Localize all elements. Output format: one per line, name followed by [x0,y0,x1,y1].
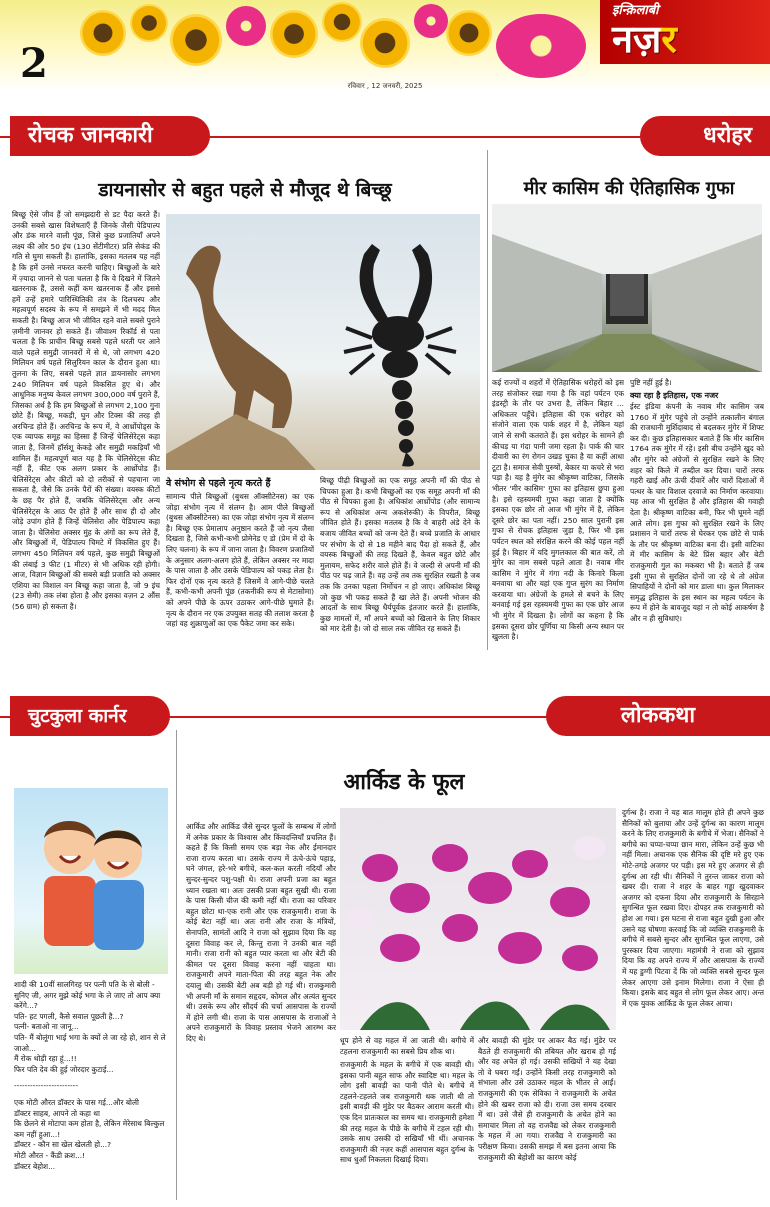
joke-line: पत्नी- बताओ ना जानू... [14,1022,79,1032]
sunflower-icon [322,2,362,42]
cave-illustration [492,204,762,372]
subheading-dance: वे संभोग से पहले नृत्य करते हैं [166,478,271,489]
brand-logo-part-b: र [661,17,677,61]
sunflower-icon [130,4,168,42]
jokes-list [14,980,170,1200]
article-text: सामान्य पीले बिच्छुओं (बुथस ऑक्सीटेनस) का एक जोड़ा संभोग नृत्य में संलग्न है। आम पीले बिच्छुओं (बुथस ऑक्सीटेनस) का एक जोड़ा संभोग नृत्य में संलग्न है। बिच्छू एक प्रेमालाप अनुष्ठान करते हैं जो नृत्य जैसा दिखता है, जिसे कभी-कभी प्रोमेनेड ए डो (प्रेम में दो के लिए चलना) के रूप में जाना जाता है। विवरण प्रजातियों के अनुसार अलग-अलग होते हैं, लेकिन अक्सर नर मादा के पास जाता है और उसके पेडिपाल्प को पकड़ लेता है। फिर दोनों एक नृत्य करते हैं जिसमें वे आगे-पीछे चलते हैं, कभी-कभी अपनी पूंछ (तकनीकी रूप से मेटासोमा) को अपने पीछे के ऊपर उठाकर आगे-पीछे घुमाते हैं। नृत्य के दौरान नर एक उपयुक्त सतह की तलाश करता है जहां वह शुक्राणुओं का एक पैकेट जमा कर सके। [166,492,314,629]
story-text: राजकुमारी के महल के बगीचे में एक बावड़ी थी। इसका पानी बहुत साफ और स्वादिष्ट था। महल के लोग इसी बावड़ी का पानी पीते थे। बगीचे में टहलने-टहलते जब राजकुमारी थक जाती थी तो इसी बावड़ी की मुंडेर पर बैठकर आराम करती थी। एक दिन प्रातःकाल का समय था। राजकुमारी हमेशा की तरह महल के पीछे के बगीचे में टहल रही थी। उसके साथ उसकी दो सखियाँ भी थीं। अचानक राजकुमारी की नज़र कहीं आसपास बहुत दुर्गन्ध के साथ धुआँ निकलता दिखाई दिया। [340,1060,474,1165]
scorpion-dinosaur-illustration [166,214,480,470]
dateline: रविवार , 12 जनवरी, 2025 [347,82,423,90]
pink-flower-icon [496,14,586,78]
brand-logo [612,12,677,64]
orchid-photo [340,808,616,1030]
joke-line: एक मोटी औरत डॉक्टर के पास गई...और बोली [14,1097,139,1107]
article-text: कई राज्यों व शहरों में ऐतिहासिक धरोहरों को इस तरह संजोकर रखा गया है कि वहां पर्यटन एक इंडस्ट्री के तौर पर उभरा है, लेकिन बिहार ... अधिकतर पहुँचे। इतिहास की एक धरोहर को संजोने वाला एक पार्क शहर में है, लेकिन यहां जाने से सभी कतराते हैं। इस धरोहर के सामने ही कीचड़ या गंदा पानी जमा रहता है। पार्क की चार दीवारी का रंग रोगन उखड़ चुका है या कहीं आधा टूटा है। समाज सेवी पुरुषों, बेकार या कचरे से भरा पड़ा है। यह है मुंगेर का श्रीकृष्ण वाटिका, जिसके भीतर 'मीर कासिम' गुफा का इतिहास छुपा हुआ है। इसे रहस्यमयी गुफा कहा जाता है क्योंकि इसका एक छोर तो आज भी मुंगेर में है, लेकिन दूसरे छोर का पता नहीं। 250 साल पुरानी इस गुफा से रोचक इतिहास जुड़ा है, फिर भी इस पर्यटन स्थल को संरक्षित करने की कोई पहल नहीं हुई है। बिहार में यदि मुगलकाल की बात करें, तो मुंगेर का नाम सबसे पहले आता है। नवाब मीर कासिम ने मुंगेर में गंगा नदी के किनारे किला बनवाया था और यहां एक गुप्त सुरंग का निर्माण करवाया था। अंग्रेजों के हमले से बचने के लिए बनवाई गई इस रहस्यमयी गुफा का एक छोर आज भी मुंगेर में दिखता है। लोगों का कहना है कि इसका दूसरा छोर पूर्णिया या किसी अन्य स्थान पर खुलता है। [492,378,624,642]
page-number: 2 [20,40,48,87]
joke-line: सुनिए जी, अगर मुझे कोई भगा के ले जाए तो आप क्या करेंगे...? [14,990,161,1011]
story-text: दुर्गन्ध है। राजा ने यह बात मालूम होते ही अपने कुछ सैनिकों को बुलाया और उन्हें दुर्गन्ध का कारण मालूम करने के लिए राजकुमारी के बगीचे में भेजा। सैनिकों ने बगीचे का चप्पा-चप्पा छान मारा, लेकिन उन्हें कुछ भी नहीं मिला। अचानक एक सैनिक की दृष्टि मरे हुए एक मोटे-तगड़े अजगर पर पड़ी। इस मरे हुए अजगर से ही दुर्गन्ध आ रही थी। सैनिकों ने तुरन्त जाकर राजा को खबर दी। राजा ने शहर के बाहर गड्ढा खुदवाकर अजगर को दफना दिया और राजकुमारी के सिरहाने सुगन्धित फूल रखवा दिए। दोपहर तक राजकुमारी को होश आ गया। इस घटना से राजा बहुत दुखी हुआ और उसने यह घोषणा करवाई कि जो व्यक्ति राजकुमारी के बगीचे में सबसे सुन्दर और सुगन्धित फूल लाएगा, उसे पुरस्कार दिया जाएगा। महामंत्री ने राजा को सुझाव दिया कि वह अपने राज्य में और आसपास के राज्यों में यह डुग्गी पिटवा दें कि जो व्यक्ति सबसे सुन्दर फूल लेकर आएगा उसे इनाम मिलेगा। राजा ने ऐसा ही किया। इसके बाद बहुत से लोग फूल लेकर आए। अन्त में एक युवक आर्किड के फूल लेकर आया। [622,808,764,1008]
section-label-lokkatha: लोककथा [546,696,770,736]
scorpion-shape [344,244,456,466]
pink-flower-icon [414,4,448,38]
story-text: और बावड़ी की मुंडेर पर आकर बैठ गई। मुंडेर पर बैठते ही राजकुमारी की तबियत और खराब हो गई और वह अचेत हो गई। उसकी सखियों ने यह देखा तो वे घबरा गईं। उन्होंने किसी तरह राजकुमारी को संभाला और उसे उठाकर महल के भीतर ले आईं। राजकुमारी की एक सेविका ने राजकुमारी के अचेत होने की खबर राजा को दी। राजा उस समय दरबार में था। उसे जैसे ही राजकुमारी के अचेत होने का समाचार मिला तो वह राजवैद्य को लेकर राजकुमारी के महल में आ गया। राजवैद्य ने राजकुमारी का परीक्षण किया। उसकी समझ में बस इतना आया कि राजकुमारी की बेहोशी का कारण कोई [478,1036,616,1162]
article-text: ईस्ट इंडिया कंपनी के नवाब मीर कासिम जब 1760 में मुंगेर पहुंचे तो उन्होंने तत्कालीन बंगाल की राजधानी मुर्शिदाबाद से बदलकर मुंगेर में शिफ्ट कर दी। कुछ इतिहासकार बताते हैं कि मीर कासिम 1764 तक मुंगेर में रहे। इसी बीच उन्होंने खुद को और मुंगेर को अंग्रेजों से सुरक्षित रखने के लिए शहर को किले में तब्दील कर दिया। चारों तरफ गहरी खाई और ऊंची दीवारें और चारों दिशाओं में पत्थर के चार विशाल दरवाजे का निर्माण करवाया। यह आज भी सुरक्षित है और इतिहास की गवाही देता है। श्रीकृष्ण वाटिका बनी, फिर भी घूमने नहीं आते लोग। इस गुफा को सुरक्षित रखने के लिए प्रशासन ने चारों तरफ से घेरकर एक छोटे से पार्क के तौर पर श्रीकृष्ण वाटिका बना दी। इसी वाटिका में मीर कासिम के बेटे प्रिंस बहार और बेटी राजकुमारी गुल का मकबरा भी है। बताते हैं जब इसी गुफा से सुरक्षित दोनों जा रहे थे तो अंग्रेज सिपाहियों ने दोनों को मार डाला था। कुल मिलाकर समृद्ध इतिहास के इस स्थान का महत्व पर्यटन के रूप में होने के बावजूद यहां न तो कोई आकर्षण है और न ही सुविधाएं। [630,402,764,623]
laughing-kids-image [14,788,168,974]
story-text: आर्किड और आर्किड जैसे सुन्दर फूलों के सम्बन्ध में लोगों में अनेक प्रकार के विश्वास और किंवदन्तियाँ प्रचलित हैं। कहते हैं कि किसी समय एक बड़ा नेक और ईमानदार राजा राज्य करता था। उसके राज्य में ऊंचे-ऊंचे पहाड़, घने जंगल, हरे-भरे बगीचे, कल-कल करती नदियाँ और सुन्दर-सुन्दर पशु-पक्षी थे। राजा अपनी प्रजा का बहुत ध्यान रखता था। अतः उसकी प्रजा बहुत सुखी थी। राजा के पास किसी चीज की कमी नहीं थी। राजा का परिवार बहुत छोटा था-एक रानी और एक राजकुमारी। राजा के कोई बेटा नहीं था। अतः रानी और राजा के मंत्रियों, सेनापति, सामंतों आदि ने राजा को सुझाव दिया कि वह दूसरा विवाह कर ले, किन्तु राजा ने उनकी बात नहीं मानी। राजा रानी को बहुत प्यार करता था और बेटी की कीमत पर दूसरा विवाह करना नहीं चाहता था। राजकुमारी अपने माता-पिता की तरह बहुत नेक और दयालु थी। उसकी बेटी अब बड़ी हो गई थी। राजकुमारी भी अपनी माँ के समान सहृदय, कोमल और अत्यंत सुन्दर थी। उसके रूप और सौंदर्य की चर्चा आसपास के राज्यों में होने लगी थी। राजा के पास आसपास के राजाओं ने अपने राजकुमारों के विवाह प्रस्ताव भेजने आरम्भ कर दिए थे। [186,822,336,1043]
joke-line: पति- मैं बोलूंगा भाई भगा के क्यों ले जा रहे हो, शान से ले जाओ... [14,1032,166,1053]
joke-line: कि छेलने से मोटापा कम होता है, लेकिन मेरेसाथ बिल्कुल कम नहीं हुआ...! [14,1119,165,1139]
sunflower-icon [270,10,318,58]
article-text: बिच्छू ऐसे जीव हैं जो समझदारी से डट पैदा करते हैं। उनकी सबसे खास विशेषताएँ हैं जिनके जैसी पेडिपाल्प और डंक मारने वाली पूंछ, जिसे कुछ प्रजातियाँ अपने लक्ष्य की ओर 50 इंच (130 सेंटीमीटर) प्रति सेकंड की गति से घुमा सकती हैं। हालांकि, इसका मतलब यह नहीं है कि हमें उनसे नफरत करनी चाहिए। बिच्छुओं के बारे में ज़्यादा जानने से पता चलता है कि वे दिखने में जितने खतरनाक हैं, उससे कहीं कम खतरनाक हैं और इससे हमें उन्हें हमारे पारिस्थितिकी तंत्र के दिलचस्प और महत्वपूर्ण सदस्य के रूप में समझने में भी मदद मिल सकती है। बिच्छू आज भी जीवित रहने वाले सबसे पुराने ज़मीनी जानवर हो सकते हैं। जीवाश्म रिकॉर्ड से पता चलता है कि प्राचीन बिच्छू सबसे पहले धरती पर आने वाले पहले समुद्री जानवरों में से थे, जो लगभग 420 मिलियन वर्ष पहले सिलुरियन काल के दौरान हुआ था। तुलना के लिए, सबसे पहले ज्ञात डायनासोर लगभग 240 मिलियन वर्ष पहले विकसित हुए थे। और आधुनिक मनुष्य केवल लगभग 300,000 वर्ष पुराने हैं, जिसका अर्थ है कि हम बिच्छुओं से लगभग 2,100 गुना छोटे हैं। बिच्छू, मकड़ी, घुन और टिक्स की तरह ही अरचिन्ड होते हैं। अरचिन्ड के रूप में, वे आर्थ्रोपोड्स के एक व्यापक समूह का हिस्सा हैं जिन्हें चेलिसेरेट्स कहा जाता है, जिनमें हॉर्सशू केकड़े और समुद्री मकड़ियाँ भी शामिल हैं। महत्वपूर्ण बात यह है कि चेलिसेरेट्स कीट नहीं हैं, कीट एक अलग प्रकार के आर्थ्रोपोड हैं। चेलिसेरेट्स और कीटों को दो तरीकों से पहचाना जा सकता है, जैसे कि उनके पैरों की संख्या। वयस्क कीटों के छह पैर होते हैं, जबकि चेलिसेरेट्स और अन्य चेलिसेरेट्स के आठ पैर होते हैं और साथ ही दो और जोड़े उपांग होते हैं जिन्हें चेलिसेरा और पेडिपाल्प कहा जाता है। चेलिसेरा अक्सर मुंह के अंगों का रूप लेते हैं, और बिच्छुओं में, पेडिपाल्प चिमटे में विकसित हुए हैं। लगभग 450 मिलियन वर्ष पहले, कुछ समुद्री बिच्छुओं की लंबाई 3 फीट (1 मीटर) से भी अधिक रही होगी। आज, विज्ञान बिच्छुओं की सबसे बड़ी प्रजाति को अक्सर एशिया का विशाल वन बिच्छू कहा जाता है, जो 9 इंच (23 सेमी) तक लंबा होता है और इसका वज़न 2 औंस (56 ग्राम) हो सकता है। [12,210,160,611]
brand-logo-part-a: नज़ [612,17,662,61]
scorpion-dinosaur-image [166,214,480,470]
laughing-kids-illustration [14,788,168,974]
sunflower-icon [80,10,126,56]
headline-cave: मीर कासिम की ऐतिहासिक गुफा [523,178,735,199]
headline-orchid: आर्किड के फूल [343,770,465,795]
brand-tagline: इन्क़िलाबी [612,3,659,18]
article-text: बिच्छू पीढ़ी बिच्छुओं का एक समूह अपनी माँ की पीठ से चिपका हुआ है। कभी बिच्छुओं का एक समूह अपनी माँ की पीठ से चिपका हुआ है। अधिकांश आर्थ्रोपोड (और सामान्य रूप से अधिकांश अन्य अकशेरुकी) के विपरीत, बिच्छू जीवित होते हैं। इसका मतलब है कि वे बाहरी अंडे देने के बजाय जीवित बच्चों को जन्म देते हैं। बच्चे प्रजाति के आधार पर संभोग के दो से 18 महीने बाद पैदा हो सकते हैं, और वयस्क बिच्छुओं की तरह दिखते हैं, केवल बहुत छोटे और मुलायम, सफेद शरीर वाले होते हैं। वे जल्दी से अपनी माँ की पीठ पर चढ़ जाते हैं। वह उन्हें तब तक सुरक्षित रखती है जब तक कि उनका पहला निर्मोचन न हो जाए। अधिकांश बिच्छू जो कुछ भी पकड़ सकते हैं खा लेते हैं। अपनी भोजन की आदतों के साथ बिच्छू धैर्यपूर्वक इंतजार करते हैं। हालांकि, कुछ मामलों में, माँ अपने बच्चों को खिलाने के लिए शिकार को मार देती है। जो दो साल तक जीवित रह सकते हैं। [320,476,480,634]
joke-line: शादी की 10वीं सालगिरह पर पत्नी पति के से बोली - [14,980,155,989]
joke-line: डॉक्टर बेहोश... [14,1161,56,1171]
section-label-dharohar: धरोहर [640,116,770,156]
joke-line: मोटी औरत - कैंडी क्रश...! [14,1150,86,1160]
subheading-history: क्या रहा है इतिहास, एक नजर [630,391,719,400]
rock-shape [166,414,316,470]
orchid-illustration [340,808,616,1030]
sunflower-icon [446,10,492,56]
section-label-chutkula: चुटकुला कार्नर [10,696,170,736]
joke-line: डॉक्टर - कौन सा खेल खेलती हो...? [14,1140,112,1150]
pink-flower-icon [226,6,266,46]
orchid-leaves [360,1001,610,1030]
column-divider [487,150,488,650]
joke-separator: ------------------------ [14,1081,79,1091]
column-divider [176,730,177,1200]
section-label-rochak: रोचक जानकारी [10,116,210,156]
article-text: पुष्टि नहीं हुई है। [630,378,672,387]
sunflower-icon [360,18,410,68]
dinosaur-shape [186,246,292,428]
orchid-flowers [362,844,598,971]
joke-line: फिर पति देव की हुई जोरदार कुटाई... [14,1064,114,1074]
joke-line: मैं रोक थोड़ी रहा हूं...!! [14,1054,77,1064]
headline-scorpion: डायनासोर से बहुत पहले से मौजूद थे बिच्छू [98,179,392,201]
sunflower-icon [170,14,222,66]
cave-photo [492,204,762,372]
joke-line: डॉक्टर साहब, आपने तो कहा था [14,1108,100,1118]
masthead [0,0,770,92]
story-text: धूप होने से वह महल में आ जाती थी। बगीचे में टहलना राजकुमारी का सबसे प्रिय शौक था। [340,1036,474,1056]
joke-line: पति- हट पगली, कैसे सवाल पूछती है...? [14,1011,124,1021]
